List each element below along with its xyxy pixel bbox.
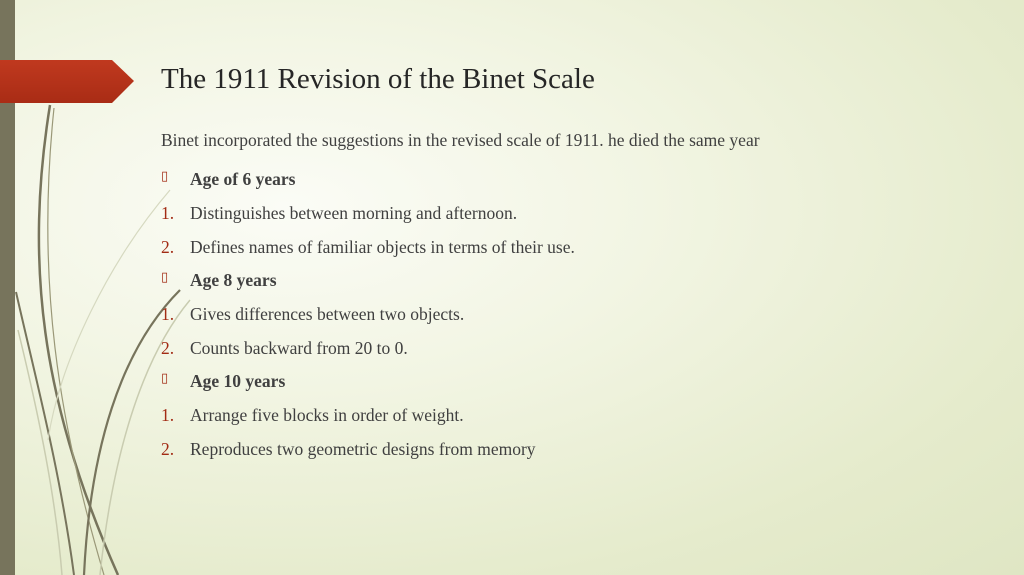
list-item-age-10 [161, 365, 575, 399]
list-item-text: Age of 6 years [190, 169, 296, 190]
list-item-text: Age 8 years [190, 270, 277, 291]
list-item [161, 399, 575, 433]
title-accent-arrow [0, 60, 134, 103]
list-number: 2. [161, 438, 175, 459]
list-number: 2. [161, 337, 175, 358]
list-item [161, 331, 575, 365]
list-item-text: Gives differences between two objects. [190, 304, 465, 325]
list-number: 1. [161, 304, 175, 325]
list-item-text: Age 10 years [190, 371, 286, 392]
list-item [161, 197, 575, 231]
list-item-text: Arrange five blocks in order of weight. [190, 405, 464, 426]
list-item-text: Reproduces two geometric designs from memory [190, 438, 536, 459]
list-item [161, 230, 575, 264]
bullet-box-icon: ▯ [161, 169, 169, 185]
list-number: 1. [161, 405, 175, 426]
bullet-box-icon: ▯ [161, 371, 169, 387]
list-item [161, 298, 575, 332]
list-item [161, 433, 575, 467]
list-item-text: Counts backward from 20 to 0. [190, 337, 408, 358]
list-item-age-8 [161, 264, 575, 298]
bullet-box-icon: ▯ [161, 270, 169, 286]
list-item-text: Distinguishes between morning and afternoon. [190, 203, 518, 224]
content-list [161, 163, 575, 466]
list-item-text: Defines names of familiar objects in terms of their use. [190, 236, 575, 257]
list-item-age-6 [161, 163, 575, 197]
list-number: 1. [161, 203, 175, 224]
list-number: 2. [161, 236, 175, 257]
slide-title: The 1911 Revision of the Binet Scale [161, 63, 595, 95]
intro-text: Binet incorporated the suggestions in the revised scale of 1911. he died the same year [161, 130, 760, 150]
